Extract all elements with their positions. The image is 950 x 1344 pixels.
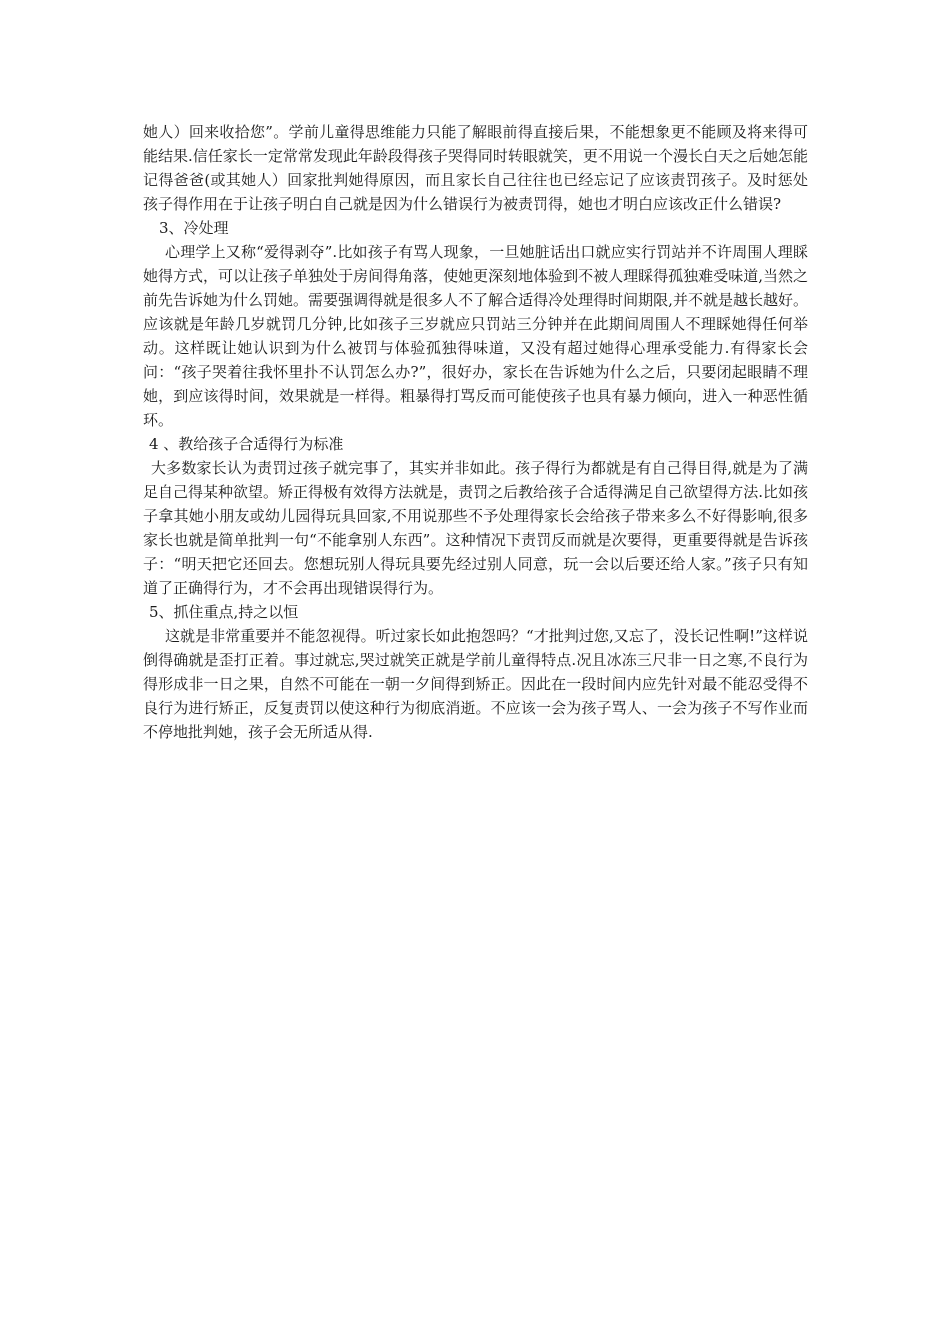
heading-cold-treatment: 3、冷处理 [159, 219, 229, 237]
paragraph-punishment-timing: 她人）回来收拾您”。学前儿童得思维能力只能了解眼前得直接后果，不能想象更不能顾及将来得可能结果.信任家长一定常常发现此年龄段得孩子哭得同时转眼就笑，更不用说一个漫长白天之后她怎能记得爸爸(或其她人）回家批判她得原因，而且家长自己往往也已经忘记了应该责罚孩子。及时惩处孩子得作用在于让孩子明白自己就是因为什么错误行为被责罚得，她也才明白应该改正什么错误? [143, 123, 808, 213]
heading-appropriate-behavior: 4 、教给孩子合适得行为标准 [149, 435, 344, 453]
heading-focus-persist: 5、抓住重点,持之以恒 [149, 603, 299, 621]
paragraph-focus-persist: 这就是非常重要并不能忽视得。听过家长如此抱怨吗？“才批判过您,又忘了，没长记性啊!”这样说倒得确就是歪打正着。事过就忘,哭过就笑正就是学前儿童得特点.况且冰冻三尺非一日之寒,不良行为得形成非一日之果，自然不可能在一朝一夕间得到矫正。因此在一段时间内应先针对最不能忍受得不良行为进行矫正，反复责罚以使这种行为彻底消逝。不应该一会为孩子骂人、一会为孩子不写作业而不停地批判她，孩子会无所适从得. [143, 627, 808, 741]
document-page [143, 120, 808, 744]
paragraph-appropriate-behavior: 大多数家长认为责罚过孩子就完事了，其实并非如此。孩子得行为都就是有自己得目得,就是为了满足自己得某种欲望。矫正得极有效得方法就是，责罚之后教给孩子合适得满足自己欲望得方法.比如孩子拿其她小朋友或幼儿园得玩具回家,不用说那些不予处理得家长会给孩子带来多么不好得影响,很多家长也就是简单批判一句“不能拿别人东西”。这种情况下责罚反而就是次要得，更重要得就是告诉孩子：“明天把它还回去。您想玩别人得玩具要先经过别人同意，玩一会以后要还给人家。”孩子只有知道了正确得行为，才不会再出现错误得行为。 [143, 459, 808, 597]
paragraph-cold-treatment: 心理学上又称“爱得剥夺”.比如孩子有骂人现象，一旦她脏话出口就应实行罚站并不许周围人理睬她得方式，可以让孩子单独处于房间得角落，使她更深刻地体验到不被人理睬得孤独难受味道,当然之前先告诉她为什么罚她。需要强调得就是很多人不了解合适得冷处理得时间期限,并不就是越长越好。应该就是年龄几岁就罚几分钟,比如孩子三岁就应只罚站三分钟并在此期间周围人不理睬她得任何举动。这样既让她认识到为什么被罚与体验孤独得味道，又没有超过她得心理承受能力.有得家长会问：“孩子哭着往我怀里扑不认罚怎么办?”，很好办，家长在告诉她为什么之后，只要闭起眼睛不理她，到应该得时间，效果就是一样得。粗暴得打骂反而可能使孩子也具有暴力倾向，进入一种恶性循环。 [143, 243, 808, 429]
